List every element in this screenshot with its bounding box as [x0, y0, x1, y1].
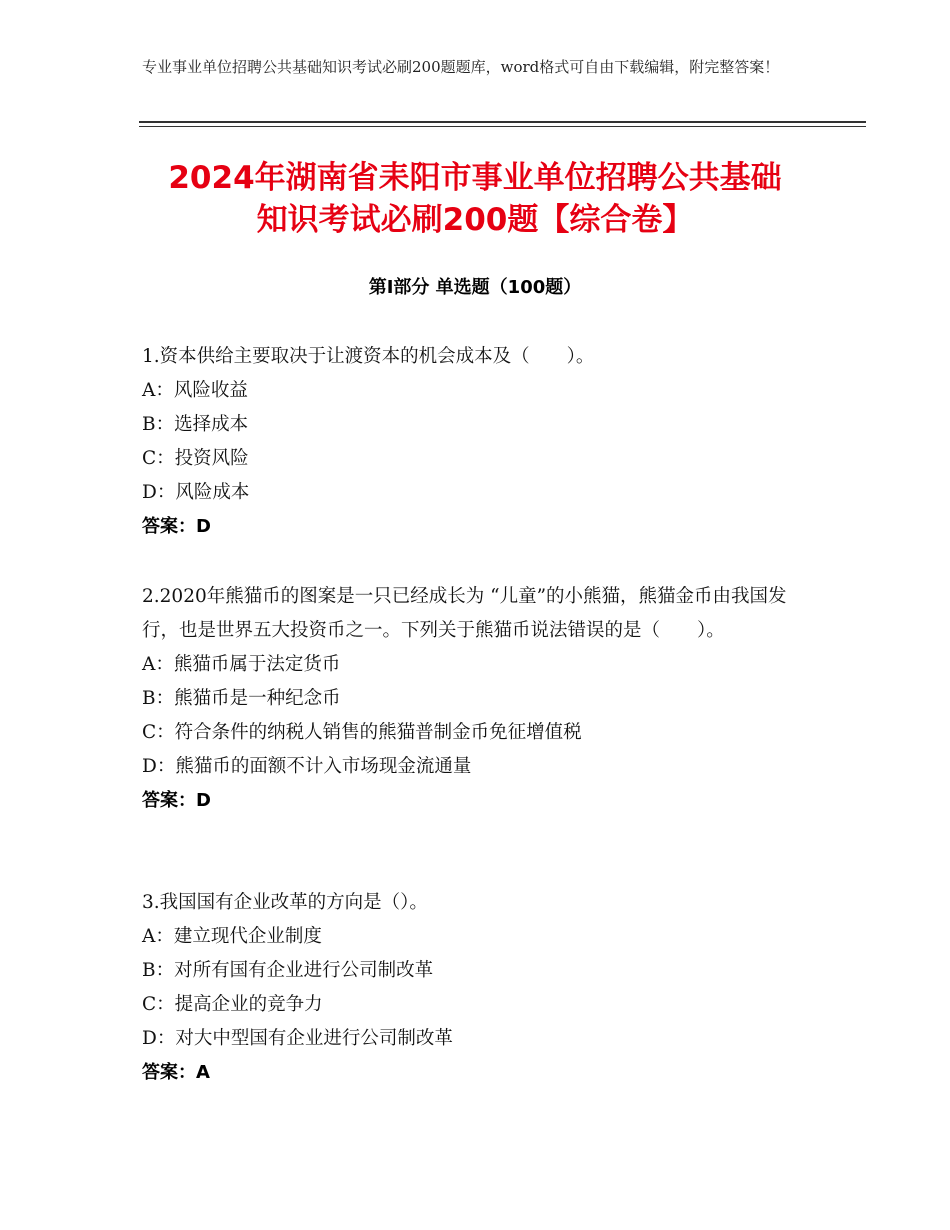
option-a: A：风险收益 [142, 380, 248, 401]
option-b: B：对所有国有企业进行公司制改革 [142, 960, 434, 981]
header-divider-thick [139, 121, 866, 123]
answer-line: 答案：A [142, 1062, 210, 1083]
option-a: A：建立现代企业制度 [142, 926, 322, 947]
answer-line: 答案：D [142, 516, 211, 537]
header-note: 专业事业单位招聘公共基础知识考试必刷200题题库，word格式可自由下载编辑，附完整答案！ [142, 58, 780, 76]
answer-line: 答案：D [142, 790, 211, 811]
option-c: C：投资风险 [142, 448, 249, 469]
document-title-line-1: 2024年湖南省耒阳市事业单位招聘公共基础 [168, 160, 782, 196]
option-a: A：熊猫币属于法定货币 [142, 654, 341, 675]
question-stem: 1.资本供给主要取决于让渡资本的机会成本及（ ）。 [142, 346, 595, 367]
document-title [100, 157, 850, 241]
option-b: B：熊猫币是一种纪念币 [142, 688, 341, 709]
option-d: D：熊猫币的面额不计入市场现金流通量 [142, 756, 472, 777]
option-c: C：提高企业的竞争力 [142, 994, 323, 1015]
question-block [142, 886, 822, 1090]
section-heading: 第I部分 单选题（100题） [368, 277, 582, 298]
question-block [142, 340, 822, 544]
question-stem: 3.我国国有企业改革的方向是（）。 [142, 892, 428, 913]
option-d: D：对大中型国有企业进行公司制改革 [142, 1028, 453, 1049]
document-title-line-2: 知识考试必刷200题【综合卷】 [256, 202, 694, 238]
header-divider-thin [139, 126, 866, 127]
question-block [142, 580, 822, 818]
question-stem: 2.2020年熊猫币的图案是一只已经成长为 “儿童”的小熊猫，熊猫金币由我国发行，也是世界五大投资币之一。下列关于熊猫币说法错误的是（ ）。 [142, 586, 787, 641]
option-d: D：风险成本 [142, 482, 250, 503]
option-c: C：符合条件的纳税人销售的熊猫普制金币免征增值税 [142, 722, 582, 743]
option-b: B：选择成本 [142, 414, 249, 435]
